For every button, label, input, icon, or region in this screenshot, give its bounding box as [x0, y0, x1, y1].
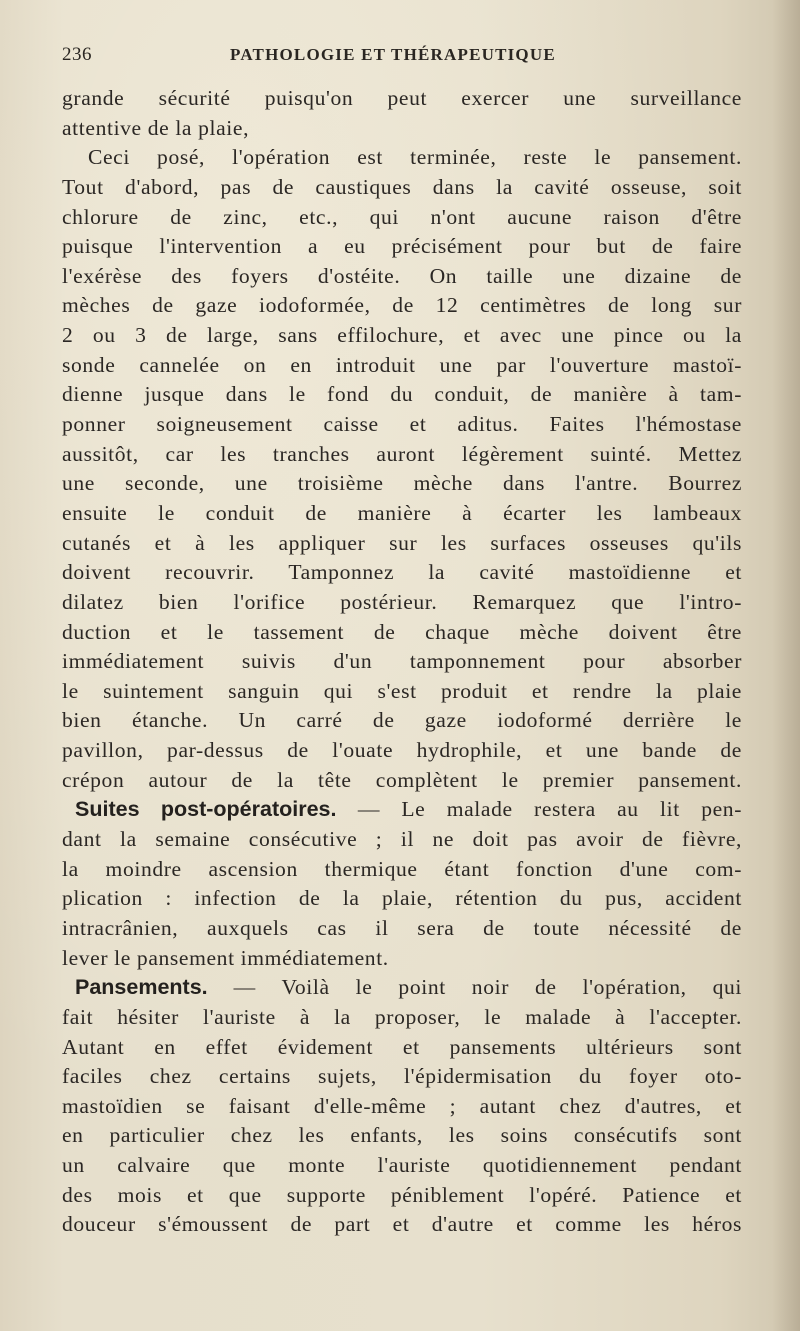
- running-title: PATHOLOGIE ET THÉRAPEUTIQUE: [230, 45, 556, 64]
- text-line: des mois et que supporte péniblement l'opéré. Patience et: [62, 1182, 742, 1207]
- text-line: crépon autour de la tête complètent le premier pansement.: [62, 767, 742, 792]
- text-line: lever le pansement immédiatement.: [62, 945, 389, 970]
- text-line: intracrânien, auxquels cas il sera de toute nécessité de: [62, 915, 742, 940]
- text-line: le suintement sanguin qui s'est produit et rendre la plaie: [62, 678, 742, 703]
- text-line: une seconde, une troisième mèche dans l'antre. Bourrez: [62, 471, 742, 496]
- text-line: faciles chez certains sujets, l'épidermisation du foyer oto-: [62, 1064, 742, 1089]
- body-text: [62, 84, 742, 1240]
- text-line: puisque l'intervention a eu précisément pour but de faire: [62, 234, 742, 259]
- text-line: fait hésiter l'auriste à la proposer, le malade à l'accepter.: [62, 1004, 742, 1029]
- text-line: chlorure de zinc, etc., qui n'ont aucune raison d'être: [62, 204, 742, 229]
- page-number: 236: [62, 44, 92, 65]
- section-text: — Le malade restera au lit pen-: [336, 797, 742, 822]
- text-line: dilatez bien l'orifice postérieur. Remarquez que l'intro-: [62, 589, 742, 614]
- text-line: doivent recouvrir. Tamponnez la cavité mastoïdienne et: [62, 560, 742, 585]
- text-line: mèches de gaze iodoformée, de 12 centimètres de long sur: [62, 293, 742, 318]
- text-line: plication : infection de la plaie, rétention du pus, accident: [62, 886, 742, 911]
- text-line: Autant en effet évidement et pansements ultérieurs sont: [62, 1034, 742, 1059]
- text-line: bien étanche. Un carré de gaze iodoformé derrière le: [62, 708, 742, 733]
- section-first-line: [62, 795, 742, 825]
- text-line: aussitôt, car les tranches auront légèrement suinté. Mettez: [62, 441, 742, 466]
- text-line: Ceci posé, l'opération est terminée, reste le pansement.: [88, 145, 742, 170]
- text-line: grande sécurité puisqu'on peut exercer une surveillance: [62, 86, 742, 110]
- text-line: sonde cannelée on en introduit une par l'ouverture mastoï-: [62, 352, 742, 377]
- text-line: douceur s'émoussent de part et d'autre et comme les héros: [62, 1212, 742, 1237]
- text-line: l'exérèse des foyers d'ostéite. On taille une dizaine de: [62, 263, 742, 288]
- text-line: 2 ou 3 de large, sans effilochure, et avec une pince ou la: [62, 323, 742, 348]
- text-line: en particulier chez les enfants, les soins consécutifs sont: [62, 1123, 742, 1148]
- section-heading-pansements: Pansements.: [75, 975, 208, 1000]
- text-line: immédiatement suivis d'un tamponnement pour absorber: [62, 649, 742, 674]
- section-first-line: [62, 973, 742, 1003]
- section-heading-suites: Suites post-opératoires.: [75, 797, 337, 822]
- text-line: pavillon, par-dessus de l'ouate hydrophile, et une bande de: [62, 738, 742, 763]
- text-line: ensuite le conduit de manière à écarter les lambeaux: [62, 500, 742, 525]
- text-line: Tout d'abord, pas de caustiques dans la cavité osseuse, soit: [62, 174, 742, 199]
- section-text: — Voilà le point noir de l'opération, qui: [207, 975, 742, 1000]
- text-line: un calvaire que monte l'auriste quotidiennement pendant: [62, 1153, 742, 1178]
- text-line: cutanés et à les appliquer sur les surfaces osseuses qu'ils: [62, 530, 742, 555]
- text-line: attentive de la plaie,: [62, 115, 250, 140]
- text-line: duction et le tassement de chaque mèche doivent être: [62, 619, 742, 644]
- text-line: dienne jusque dans le fond du conduit, de manière à tam-: [62, 382, 742, 407]
- text-line: dant la semaine consécutive ; il ne doit pas avoir de fièvre,: [62, 827, 742, 852]
- text-line: la moindre ascension thermique étant fonction d'une com-: [62, 856, 742, 881]
- text-line: ponner soigneusement caisse et aditus. Faites l'hémostase: [62, 412, 742, 437]
- page-header: [62, 44, 742, 68]
- text-line: mastoïdien se faisant d'elle-même ; autant chez d'autres, et: [62, 1093, 742, 1118]
